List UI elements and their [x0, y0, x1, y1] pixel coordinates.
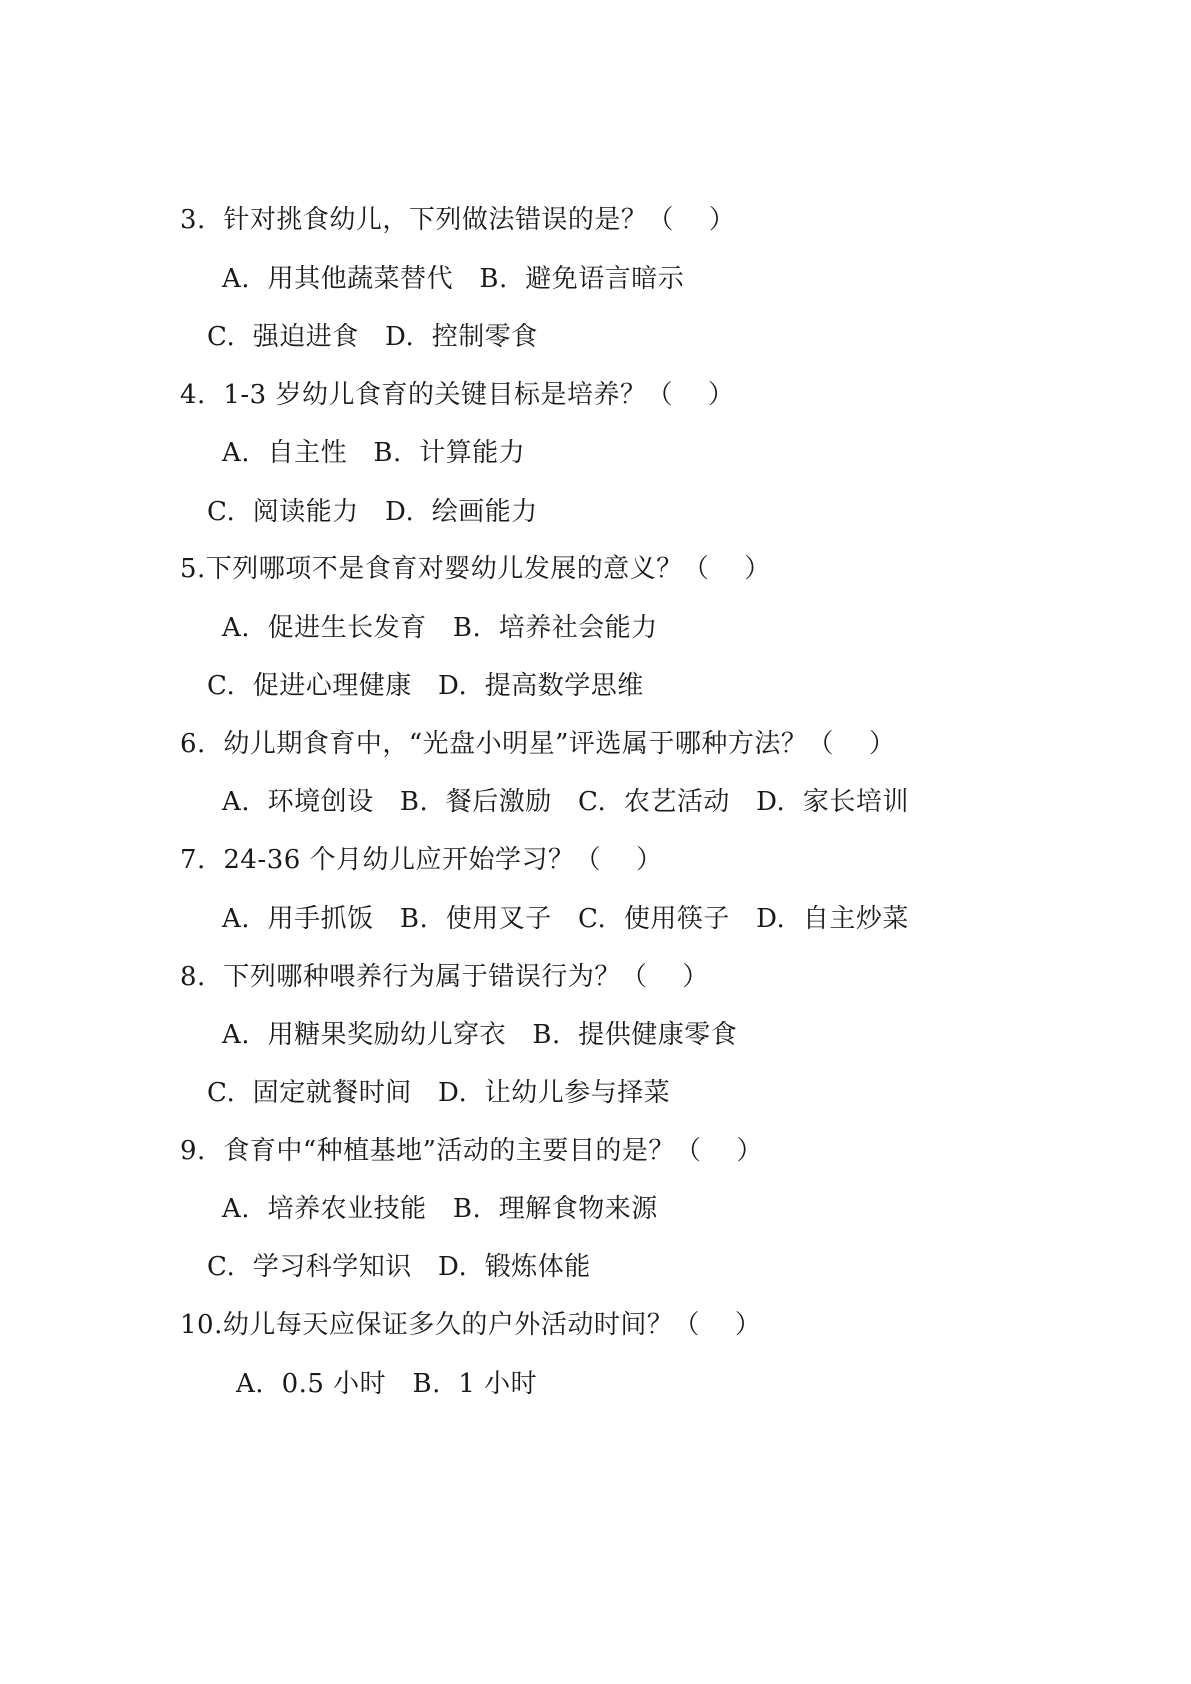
question-4-stem: 4. 1-3 岁幼儿食育的关键目标是培养？（ ）	[180, 380, 735, 410]
question-3-stem: 3. 针对挑食幼儿，下列做法错误的是？（ ）	[180, 205, 736, 235]
question-8-options-ab: A. 用糖果奖励幼儿穿衣 B. 提供健康零食	[222, 1020, 738, 1050]
question-8-options-cd: C. 固定就餐时间 D. 让幼儿参与择菜	[207, 1078, 671, 1108]
question-4-options-ab: A. 自主性 B. 计算能力	[222, 438, 526, 468]
question-10-options: A. 0.5 小时 B. 1 小时	[236, 1369, 538, 1399]
question-9-options-ab: A. 培养农业技能 B. 理解食物来源	[222, 1194, 658, 1224]
question-8-stem: 8. 下列哪种喂养行为属于错误行为？（ ）	[180, 962, 709, 992]
question-3-options-ab: A. 用其他蔬菜替代 B. 避免语言暗示	[222, 264, 685, 294]
question-5-options-ab: A. 促进生长发育 B. 培养社会能力	[222, 613, 658, 643]
question-6-options: A. 环境创设 B. 餐后激励 C. 农艺活动 D. 家长培训	[222, 787, 909, 817]
question-5-stem: 5.下列哪项不是食育对婴幼儿发展的意义？（ ）	[180, 554, 771, 584]
question-9-stem: 9. 食育中“种植基地”活动的主要目的是？（ ）	[180, 1136, 763, 1166]
question-9-options-cd: C. 学习科学知识 D. 锻炼体能	[207, 1252, 591, 1282]
question-6-stem: 6. 幼儿期食育中，“光盘小明星”评选属于哪种方法？（ ）	[180, 729, 896, 759]
question-5-options-cd: C. 促进心理健康 D. 提高数学思维	[207, 671, 644, 701]
question-4-options-cd: C. 阅读能力 D. 绘画能力	[207, 497, 538, 527]
question-3-options-cd: C. 强迫进食 D. 控制零食	[207, 322, 538, 352]
question-10-stem: 10.幼儿每天应保证多久的户外活动时间？（ ）	[180, 1310, 762, 1340]
question-7-options: A. 用手抓饭 B. 使用叉子 C. 使用筷子 D. 自主炒菜	[222, 904, 909, 934]
question-7-stem: 7. 24-36 个月幼儿应开始学习？（ ）	[180, 845, 663, 875]
